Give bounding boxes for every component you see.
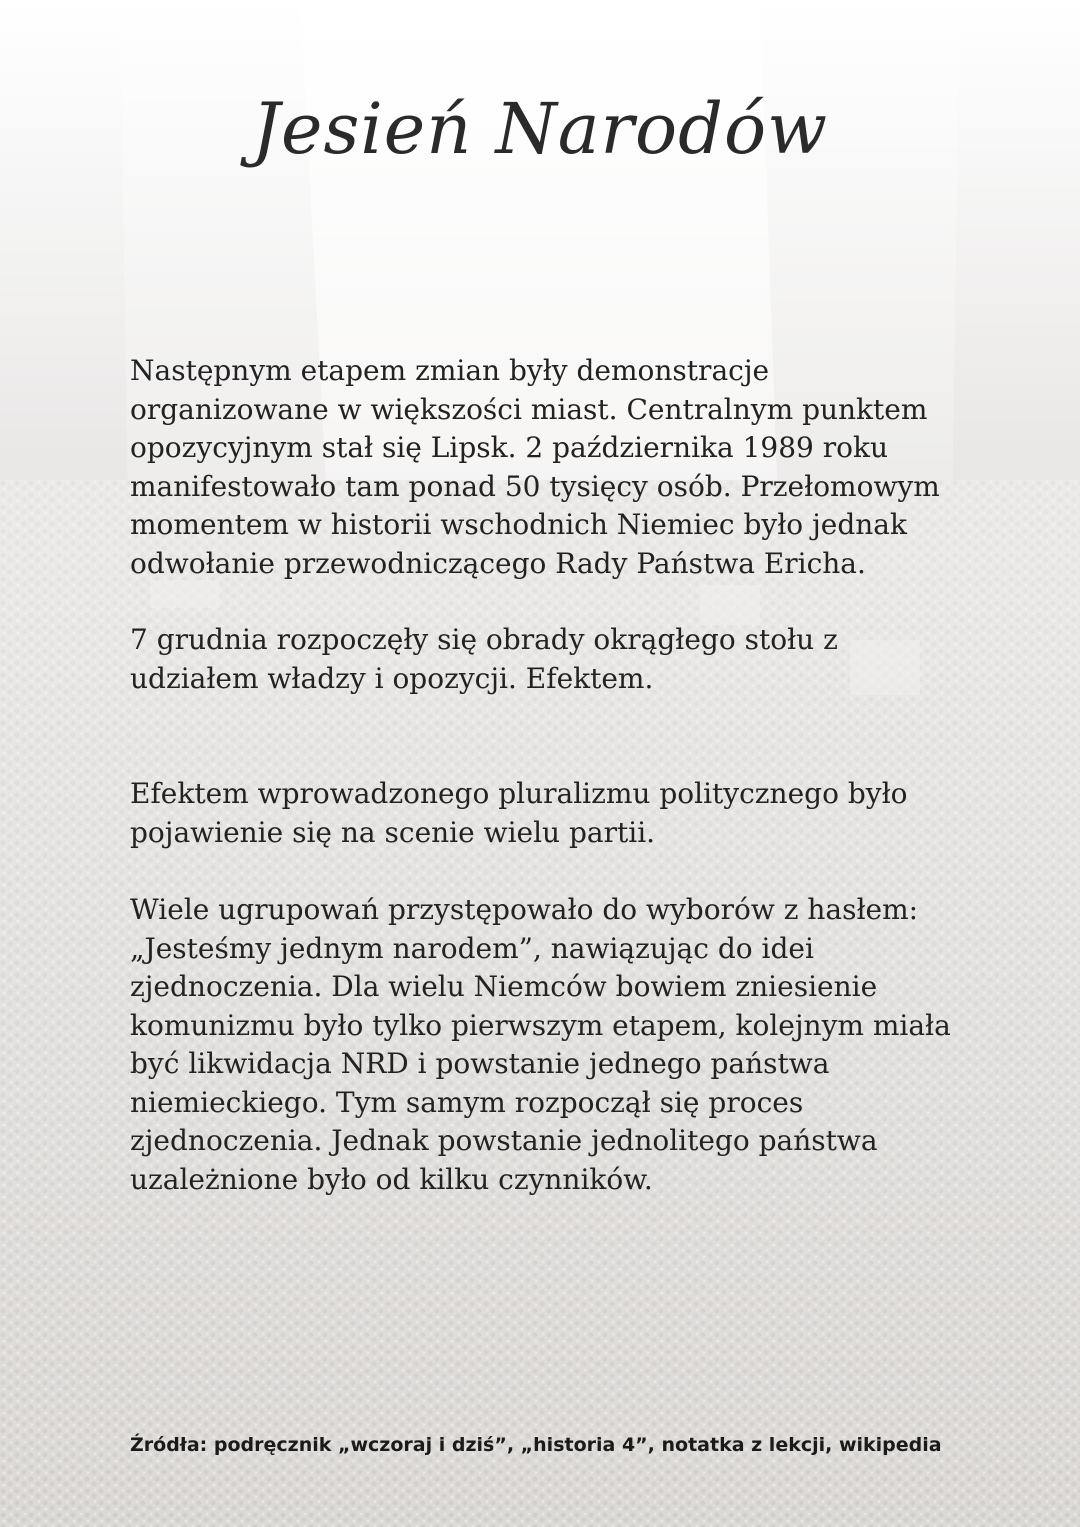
sources-line: Źródła: podręcznik „wczoraj i dziś”, „historia 4”, notatka z lekcji, wikipedia bbox=[130, 1434, 942, 1456]
document-title: Jesień Narodów bbox=[251, 88, 829, 170]
paragraph-round-table: 7 grudnia rozpoczęły się obrady okrągłego stołu z udziałem władzy i opozycji. Efektem. bbox=[130, 623, 838, 695]
paragraph-demonstrations: Następnym etapem zmian były demonstracje organizowane w większości miast. Centralnym punktem opozycyjnym stał się Lipsk. 2 października 1989 roku manifestowało tam ponad 50 tysięcy osób. Przełomowym momentem w historii wschodnich Niemiec było jednak odwołanie przewodniczącego Rady Państwa Ericha. bbox=[130, 354, 940, 580]
paragraph-unification: Wiele ugrupowań przystępowało do wyborów z hasłem: „Jesteśmy jednym narodem”, nawiązując do idei zjednoczenia. Dla wielu Niemców bowiem zniesienie komunizmu było tylko pierwszym etapem, kolejnym miała być likwidacja NRD i powstanie jednego państwa niemieckiego. Tym samym rozpoczął się proces zjednoczenia. Jednak powstanie jednolitego państwa uzależnione było od kilku czynników. bbox=[130, 893, 951, 1196]
paragraph-pluralism: Efektem wprowadzonego pluralizmu politycznego było pojawienie się na scenie wielu partii. bbox=[130, 777, 908, 849]
